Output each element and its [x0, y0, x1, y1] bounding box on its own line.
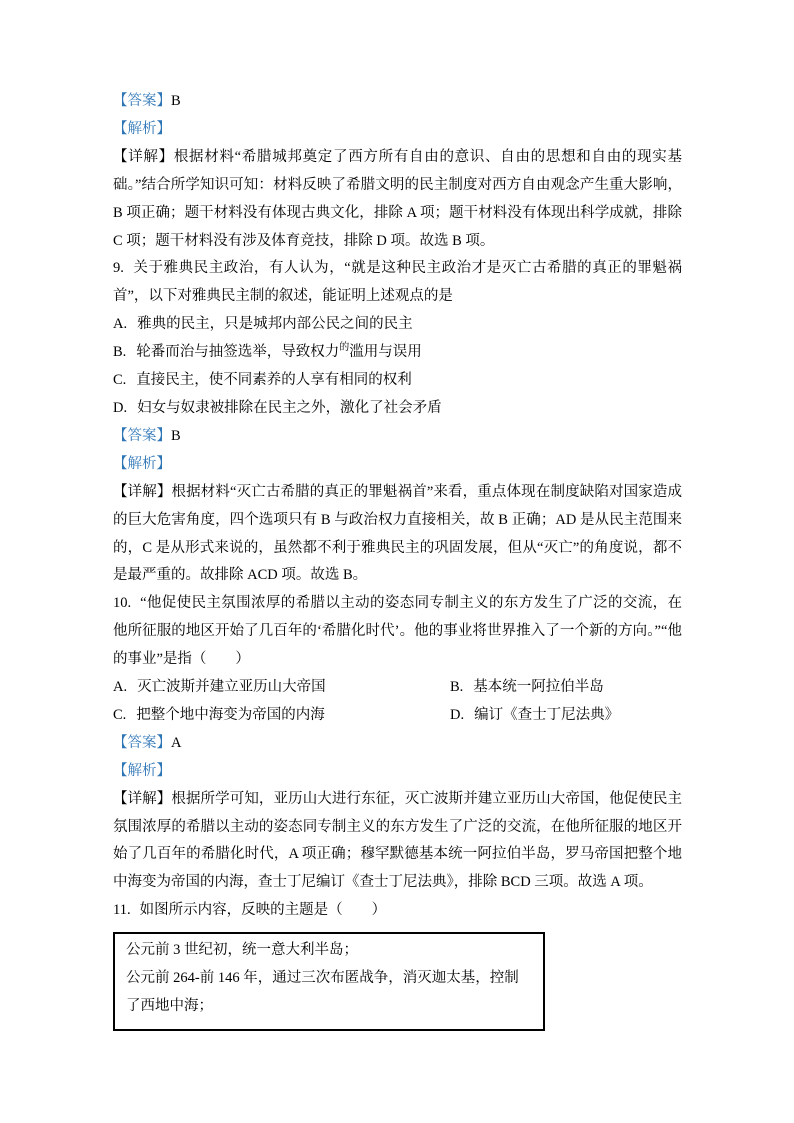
option-text: 编订《查士丁尼法典》	[474, 706, 620, 723]
option-text-pre: 轮番而治与抽签选举，导致权力	[136, 344, 340, 361]
q10-detail-paragraph	[113, 786, 682, 898]
analysis-label: 【解析】	[113, 762, 171, 779]
q10-answer-value: A	[171, 734, 182, 751]
detail-label: 【详解】	[113, 483, 172, 500]
question-10-option-b	[450, 674, 604, 702]
q8-detail-paragraph	[113, 144, 682, 256]
answer-label: 【答案】	[113, 427, 171, 444]
option-text: 妇女与奴隶被排除在民主之外，激化了社会矛盾	[137, 399, 442, 416]
option-letter: B.	[450, 679, 464, 696]
question-11-text: 如图所示内容，反映的主题是（ ）	[139, 902, 387, 919]
q9-detail-text: 根据材料“灭亡古希腊的真正的罪魁祸首”来看，重点体现在制度缺陷对国家造成的巨大危害角度，四个选项只有 B 与政治权力直接相关，故 B 正确；AD 是从民主范围来的，C 是从形式来说的，虽然都不利于雅典民主的巩固发展，但从“灭亡”的角度说，都不是最严重的。故排除 ACD 项。故选 B。	[113, 483, 682, 584]
answer-label: 【答案】	[113, 93, 171, 109]
option-letter: A.	[113, 316, 128, 333]
question-10-options-row-1	[113, 674, 682, 702]
option-letter: A.	[113, 679, 128, 696]
q10-detail-text: 根据所学可知，亚历山大进行东征，灭亡波斯并建立亚历山大帝国，他促使民主氛围浓厚的希腊以主动的姿态同专制主义的东方发生了广泛的交流，在他所征服的地区开始了几百年的希腊化时代，A 项正确；穆罕默德基本统一阿拉伯半岛，罗马帝国把整个地中海变为帝国的内海，查士丁尼编订《查士丁尼法典》，排除 BCD 三项。故选 A 项。	[113, 790, 683, 891]
question-10-options-row-2	[113, 702, 682, 730]
question-10-text: “他促使民主氛围浓厚的希腊以主动的姿态同专制主义的东方发生了广泛的交流，在他所征服的地区开始了几百年的‘希腊化时代’。他的事业将世界推入了一个新的方向。”“他的事业”是指（ ）	[113, 595, 682, 668]
q10-analysis-line	[113, 758, 682, 786]
analysis-label: 【解析】	[113, 455, 171, 472]
question-11-number: 11.	[113, 902, 131, 919]
q9-analysis-line	[113, 451, 682, 479]
option-text: 灭亡波斯并建立亚历山大帝国	[137, 679, 326, 696]
option-text: 雅典的民主，只是城邦内部公民之间的民主	[137, 316, 413, 333]
question-11-figure-box	[113, 932, 545, 1031]
analysis-label: 【解析】	[113, 120, 171, 137]
question-9-text: 关于雅典民主政治，有人认为，“就是这种民主政治才是灭亡古希腊的真正的罪魁祸首”，以下对雅典民主制的叙述，能证明上述观点的是	[113, 260, 682, 305]
option-letter: B.	[113, 344, 127, 361]
option-text-post: 滥用与误用	[349, 344, 422, 361]
q8-detail-text: 根据材料“希腊城邦奠定了西方所有自由的意识、自由的思想和自由的现实基础。”结合所学知识可知：材料反映了希腊文明的民主制度对西方自由观念产生重大影响，B 项正确；题干材料没有体现古典文化，排除 A 项；题干材料没有体现出科学成就，排除 C 项；题干材料没有涉及体育竞技，排除 D 项。故选 B 项。	[113, 148, 683, 249]
question-10	[113, 590, 682, 674]
question-9-number: 9.	[113, 260, 124, 277]
q9-detail-paragraph	[113, 479, 682, 591]
answer-label: 【答案】	[113, 734, 171, 751]
q8-answer-line	[113, 88, 682, 116]
option-text: 把整个地中海变为帝国的内海	[136, 706, 325, 723]
question-10-option-c	[113, 702, 450, 730]
option-text: 基本统一阿拉伯半岛	[473, 679, 604, 696]
question-10-number: 10.	[113, 595, 132, 612]
question-9-option-c	[113, 367, 682, 395]
option-letter: C.	[113, 372, 127, 389]
option-letter: D.	[113, 399, 128, 416]
question-11	[113, 897, 682, 925]
question-9	[113, 255, 682, 311]
option-letter: C.	[113, 706, 127, 723]
detail-label: 【详解】	[113, 148, 174, 165]
q10-answer-line	[113, 730, 682, 758]
q9-answer-value: B	[171, 427, 181, 444]
option-text: 直接民主，使不同素养的人享有相同的权利	[136, 372, 412, 389]
q9-answer-line	[113, 423, 682, 451]
q8-answer-value: B	[171, 93, 181, 109]
option-superscript: 的	[339, 342, 350, 354]
question-10-option-a	[113, 674, 450, 702]
detail-label: 【详解】	[113, 790, 172, 807]
question-9-option-b	[113, 339, 682, 367]
figure-box-line: 公元前 264-前 146 年，通过三次布匿战争，消灭迦太基，控制了西地中海；	[126, 970, 519, 1014]
q8-analysis-line	[113, 116, 682, 144]
question-10-option-d	[450, 702, 619, 730]
figure-box-line: 公元前 3 世纪初，统一意大利半岛；	[126, 942, 358, 959]
option-letter: D.	[450, 706, 465, 723]
question-9-option-a	[113, 311, 682, 339]
question-9-option-d	[113, 395, 682, 423]
